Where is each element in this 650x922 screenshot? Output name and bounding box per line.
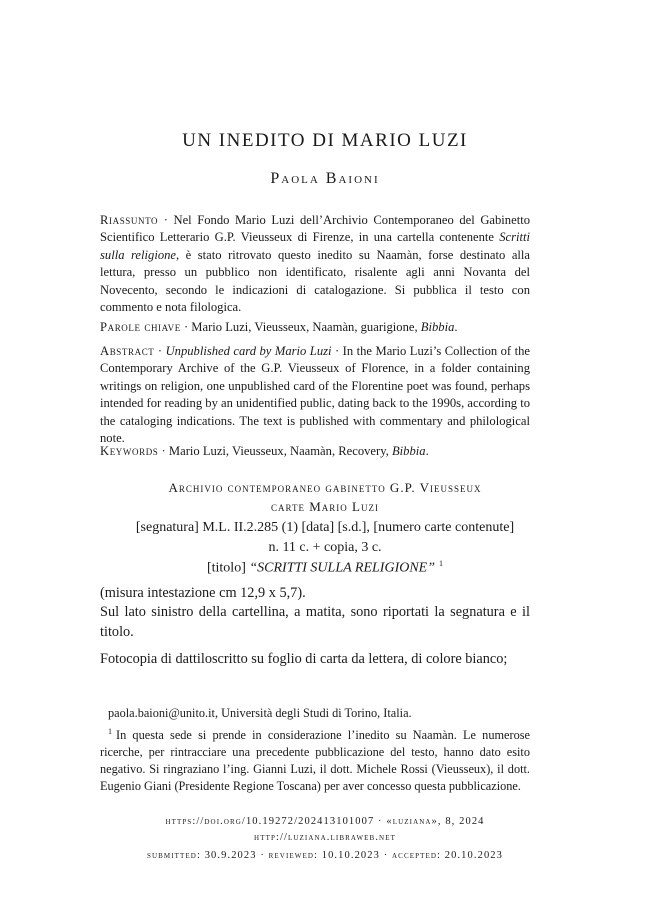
archive-shelfmark: [segnatura] M.L. II.2.285 (1) [data] [s.d.], [numero carte contenute]	[135, 520, 515, 535]
parole-chiave-text: Mario Luzi, Vieusseux, Naamàn, guarigione,	[191, 320, 421, 334]
author-affiliation: paola.baioni@unito.it, Università degli Studi di Torino, Italia.	[108, 706, 412, 720]
archive-title-value: “SCRITTI SULLA RELIGIONE”	[249, 560, 436, 576]
archive-sheet-count: n. 11 c. + copia, 3 c.	[268, 540, 382, 555]
submission-dates: submitted: 30.9.2023 · reviewed: 10.10.2023 · accepted: 20.10.2023	[147, 850, 503, 861]
body-paragraph-3: Fotocopia di dattiloscritto su foglio di carta da lettera, di colore bianco;	[100, 651, 508, 667]
article-title: UN INEDITO DI MARIO LUZI	[182, 130, 468, 151]
keywords-separator: ·	[158, 444, 169, 458]
keywords-italic: Bibbia	[391, 444, 426, 458]
archive-title-label: [titolo]	[206, 560, 250, 576]
riassunto-paragraph	[100, 212, 530, 316]
abstract-separator: ·	[154, 344, 166, 358]
riassunto-text-b: , è stato ritrovato questo inedito su Naamàn, forse destinato alla lettura, presso un pubblico non identificato, risalente agli anni Novanta del Novecento, secondo le indicazioni di catalogazione. Si pubblica il testo con commento e nota filologica.	[100, 247, 530, 315]
abstract-title: Unpublished card by Mario Luzi	[165, 344, 332, 358]
parole-chiave-separator: ·	[180, 320, 192, 334]
riassunto-text-a: Nel Fondo Mario Luzi dell’Archivio Contemporaneo del Gabinetto Scientifico Letterario G.P. Vieusseux di Firenze, in una cartella contenente	[100, 213, 530, 245]
body-paragraph-1: (misura intestazione cm 12,9 x 5,7).	[100, 585, 306, 601]
archive-heading: Archivio contemporaneo gabinetto G.P. Vieusseux	[168, 480, 482, 495]
keywords-end: .	[425, 444, 429, 458]
footnote-1	[100, 723, 530, 795]
abstract-label: Abstract	[100, 344, 155, 358]
archive-title-line	[0, 559, 650, 577]
parole-chiave-label: Parole chiave	[100, 320, 181, 334]
abstract-paragraph	[100, 343, 530, 447]
doi-line: https://doi.org/10.19272/202413101007 · «luziana», 8, 2024	[165, 816, 485, 827]
keywords-paragraph	[100, 443, 530, 460]
abstract-text: In the Mario Luzi’s Collection of the Contemporary Archive of the G.P. Vieusseux of Florence, in a folder containing writings on religion, one unpublished card of the Florentine poet was found, perhaps intended for reading by an unidentified public, dating back to the 1990s, according to the cataloging indications. The text is published with commentary and philological note.	[100, 344, 530, 446]
parole-chiave-end: .	[454, 320, 458, 334]
keywords-text: Mario Luzi, Vieusseux, Naamàn, Recovery,	[168, 444, 392, 458]
body-paragraph-2: Sul lato sinistro della cartellina, a matita, sono riportati la segnatura e il titolo.	[100, 604, 530, 640]
archive-subheading: carte Mario Luzi	[271, 499, 379, 514]
riassunto-label: Riassunto	[100, 213, 159, 227]
abstract-separator-2: ·	[331, 344, 343, 358]
journal-url: http://luziana.libraweb.net	[254, 832, 396, 843]
parole-chiave-italic: Bibbia	[420, 320, 455, 334]
parole-chiave-paragraph	[100, 319, 530, 336]
riassunto-separator: ·	[158, 213, 174, 227]
keywords-label: Keywords	[100, 444, 159, 458]
footnote-1-number: 1	[108, 727, 112, 736]
riassunto-text-italic: Scritti sulla religione	[100, 230, 530, 262]
footnote-1-text: In questa sede si prende in considerazione l’inedito su Naamàn. Le numerose ricerche, per rintracciare una precedente pubblicazione del testo, hanno dato esito negativo. Si ringraziano l’ing. Gianni Luzi, il dott. Michele Rossi (Vieusseux), il dott. Eugenio Giani (Presidente Regione Toscana) per aver concesso questa pubblicazione.	[100, 728, 530, 794]
footnote-ref-1: 1	[439, 559, 444, 568]
article-author: Paola Baioni	[270, 170, 380, 187]
